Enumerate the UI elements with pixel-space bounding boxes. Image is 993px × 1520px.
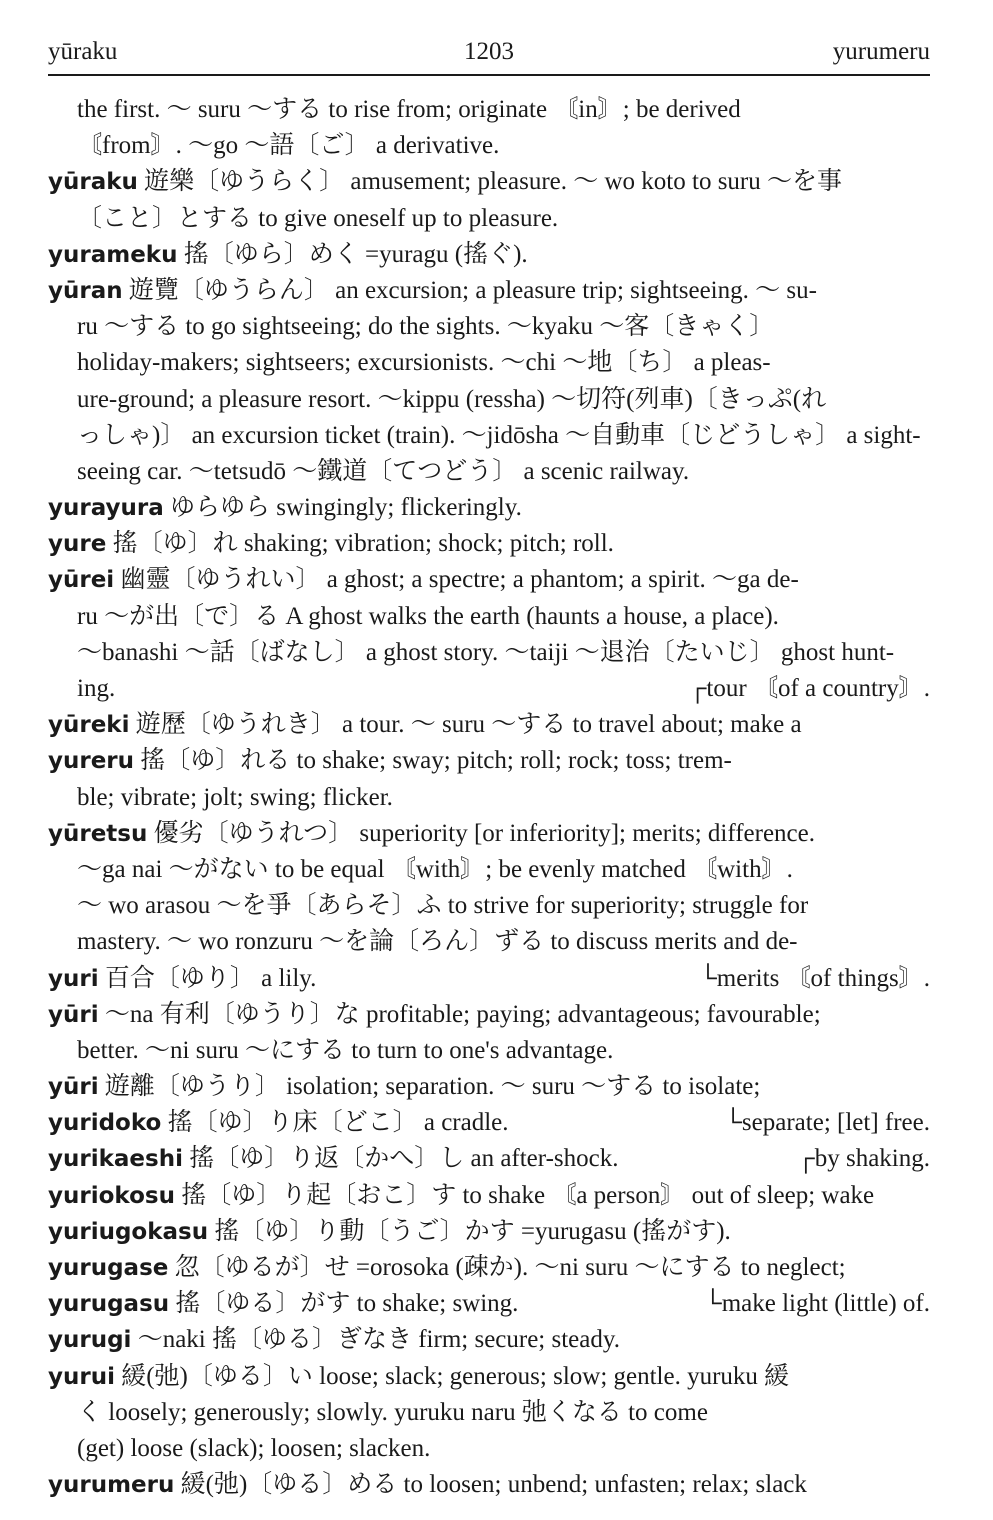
entry-text: ru ～が出〔で〕る A ghost walks the earth (haunts a house, a place).: [77, 602, 779, 630]
entry-text: ～banashi ～話〔ばなし〕 a ghost story. ～taiji ～退治〔たいじ〕 ghost hunt-: [77, 638, 895, 666]
headword: yurayura: [48, 495, 164, 522]
entry-text: 遊覽〔ゆうらん〕 an excursion; a pleasure trip; sightseeing. ～ su-: [122, 276, 817, 304]
headword: yūri: [48, 1001, 99, 1028]
headword: yūraku: [48, 169, 138, 196]
entry-continuation-line: [48, 382, 930, 418]
overflow-continuation: ┌by shaking.: [797, 1145, 930, 1173]
entry-line: [48, 1069, 930, 1105]
headword: yūri: [48, 1074, 99, 1101]
overflow-continuation: ┌tour 〘of a country〙.: [688, 675, 930, 702]
headword: yurugi: [48, 1327, 132, 1354]
entry-continuation-line: [48, 454, 930, 490]
entry-text: 遊離〔ゆうり〕 isolation; separation. ～ suru ～する to isolate;: [98, 1073, 761, 1101]
entry-line: [48, 997, 930, 1033]
entry-continuation-line: [48, 418, 930, 454]
entry-text: 搖〔ゆる〕がす to shake; swing.: [169, 1290, 519, 1318]
dictionary-page: [48, 34, 930, 1499]
entry-text: 遊樂〔ゆうらく〕 amusement; pleasure. ～ wo koto to suru ～を事: [137, 168, 842, 196]
entry-text: ～na 有利〔ゆうり〕な profitable; paying; advantageous; favourable;: [98, 1000, 821, 1028]
overflow-continuation: └separate; [let] free.: [724, 1109, 930, 1137]
headword: yuridoko: [48, 1110, 162, 1137]
entry-text: 緩(弛)〔ゆる〕い loose; slack; generous; slow; gentle. yuruku 緩: [114, 1362, 790, 1390]
entry-text: ～ wo arasou ～を爭〔あらそ〕ふ to strive for superiority; struggle for: [77, 892, 809, 920]
entry-continuation-line: [48, 780, 930, 816]
entry-continuation-line: [48, 128, 930, 164]
entry-line: [48, 273, 930, 309]
entry-text: 幽靈〔ゆうれい〕 a ghost; a spectre; a phantom; a spirit. ～ga de-: [114, 566, 799, 594]
entry-line: [48, 1286, 930, 1322]
entry-text: the first. ～ suru ～する to rise from; originate 〘in〙; be derived: [77, 96, 741, 123]
headword: yūrei: [48, 567, 115, 594]
entry-continuation-line: [48, 1395, 930, 1431]
header-rule: [48, 74, 930, 76]
entry-text: っしゃ)〕 an excursion ticket (train). ～jidōsha ～自動車〔じどうしゃ〕 a sight-: [77, 421, 921, 449]
entry-text: 搖〔ゆ〕れ shaking; vibration; shock; pitch; roll.: [106, 530, 614, 558]
headword: yurumeru: [48, 1472, 175, 1499]
page-header: [48, 34, 930, 74]
entry-line: [48, 237, 930, 273]
entry-text: ゆらゆら swingingly; flickeringly.: [163, 494, 522, 522]
header-last-entry: yurumeru: [832, 38, 930, 65]
entry-continuation-line: [48, 888, 930, 924]
entry-line: [48, 816, 930, 852]
entry-continuation-line: [48, 635, 930, 671]
entry-text: 搖〔ゆ〕り動〔うご〕かす =yurugasu (搖がす).: [208, 1217, 731, 1245]
entry-line: [48, 1141, 930, 1177]
entry-continuation-line: [48, 1033, 930, 1069]
entry-text: seeing car. ～tetsudō ～鐵道〔てつどう〕 a scenic railway.: [77, 457, 690, 485]
entry-text: ～naki 搖〔ゆる〕ぎなき firm; secure; steady.: [131, 1326, 621, 1354]
headword: yūran: [48, 277, 123, 304]
headword: yurugase: [48, 1255, 169, 1281]
entry-line: [48, 490, 930, 526]
entry-text: 搖〔ゆ〕れる to shake; sway; pitch; roll; rock; toss; trem-: [134, 747, 732, 775]
headword: yuriugokasu: [48, 1218, 209, 1245]
entry-text: ure-ground; a pleasure resort. ～kippu (ressha) ～切符(列車)〔きっぷ(れ: [77, 385, 827, 413]
entry-line: [48, 1359, 930, 1395]
header-first-entry: yūraku: [48, 38, 118, 65]
entry-continuation-line: [48, 599, 930, 635]
headword: yurui: [48, 1363, 115, 1390]
headword: yuri: [48, 965, 99, 992]
overflow-continuation: └make light (little) of.: [704, 1290, 930, 1318]
overflow-continuation: └merits 〘of things〙.: [699, 964, 930, 992]
entry-continuation-line: [48, 852, 930, 888]
entry-text: holiday-makers; sightseers; excursionists. ～chi ～地〔ち〕 a pleas-: [77, 349, 771, 377]
entry-text: 緩(弛)〔ゆる〕める to loosen; unbend; unfasten; relax; slack: [174, 1471, 807, 1499]
entry-text: 搖〔ゆ〕り床〔どこ〕 a cradle.: [161, 1109, 509, 1137]
entry-text: 忽〔ゆるが〕せ =orosoka (疎か). ～ni suru ～にする to neglect;: [168, 1254, 846, 1281]
page-number: 1203: [464, 38, 514, 65]
entry-line: [48, 1178, 930, 1214]
headword: yurugasu: [48, 1291, 170, 1318]
entry-continuation-line: [48, 671, 930, 707]
entry-continuation-line: [48, 1431, 930, 1467]
entry-continuation-line: [48, 92, 930, 128]
entry-line: [48, 707, 930, 743]
entry-text: ing.: [77, 675, 116, 702]
entry-text: ～ga nai ～がない to be equal 〘with〙; be evenly matched 〘with〙.: [77, 855, 793, 883]
entry-text: 遊歷〔ゆうれき〕 a tour. ～ suru ～する to travel about; make a: [129, 711, 802, 739]
headword: yure: [48, 531, 107, 558]
headword: yureru: [48, 748, 135, 775]
entry-line: [48, 1467, 930, 1503]
entry-text: 百合〔ゆり〕 a lily.: [98, 964, 317, 992]
entry-list: [48, 92, 930, 1503]
entry-text: 搖〔ゆ〕り返〔かへ〕し an after-shock.: [182, 1145, 619, 1173]
entry-text: (get) loose (slack); loosen; slacken.: [77, 1434, 431, 1462]
entry-line: [48, 1105, 930, 1141]
entry-text: ru ～する to go sightseeing; do the sights. ～kyaku ～客〔きゃく〕: [77, 313, 775, 341]
entry-continuation-line: [48, 309, 930, 345]
headword: yūretsu: [48, 820, 148, 847]
entry-line: [48, 164, 930, 200]
entry-line: [48, 1322, 930, 1358]
entry-text: mastery. ～ wo ronzuru ～を論〔ろん〕ずる to discuss merits and de-: [77, 928, 798, 956]
entry-line: [48, 562, 930, 598]
entry-line: [48, 743, 930, 779]
entry-text: く loosely; generously; slowly. yuruku naru 弛くなる to come: [77, 1398, 708, 1426]
entry-line: [48, 1214, 930, 1250]
entry-text: 搖〔ゆら〕めく =yuragu (搖ぐ).: [177, 240, 528, 268]
entry-text: better. ～ni suru ～にする to turn to one's advantage.: [77, 1036, 614, 1064]
headword: yūreki: [48, 712, 130, 739]
entry-line: [48, 1250, 930, 1286]
entry-line: [48, 526, 930, 562]
entry-text: 〔こと〕とする to give oneself up to pleasure.: [77, 204, 559, 232]
headword: yurameku: [48, 241, 178, 268]
headword: yurikaeshi: [48, 1146, 183, 1173]
entry-continuation-line: [48, 924, 930, 960]
entry-text: 搖〔ゆ〕り起〔おこ〕す to shake 〘a person〙 out of sleep; wake: [174, 1181, 875, 1209]
headword: yuriokosu: [48, 1182, 175, 1209]
entry-line: [48, 961, 930, 997]
entry-text: ble; vibrate; jolt; swing; flicker.: [77, 783, 393, 811]
entry-text: 優劣〔ゆうれつ〕 superiority [or inferiority]; merits; difference.: [147, 819, 816, 847]
entry-continuation-line: [48, 201, 930, 237]
entry-continuation-line: [48, 345, 930, 381]
entry-text: 〘from〙. ～go ～語〔ご〕 a derivative.: [77, 132, 500, 160]
